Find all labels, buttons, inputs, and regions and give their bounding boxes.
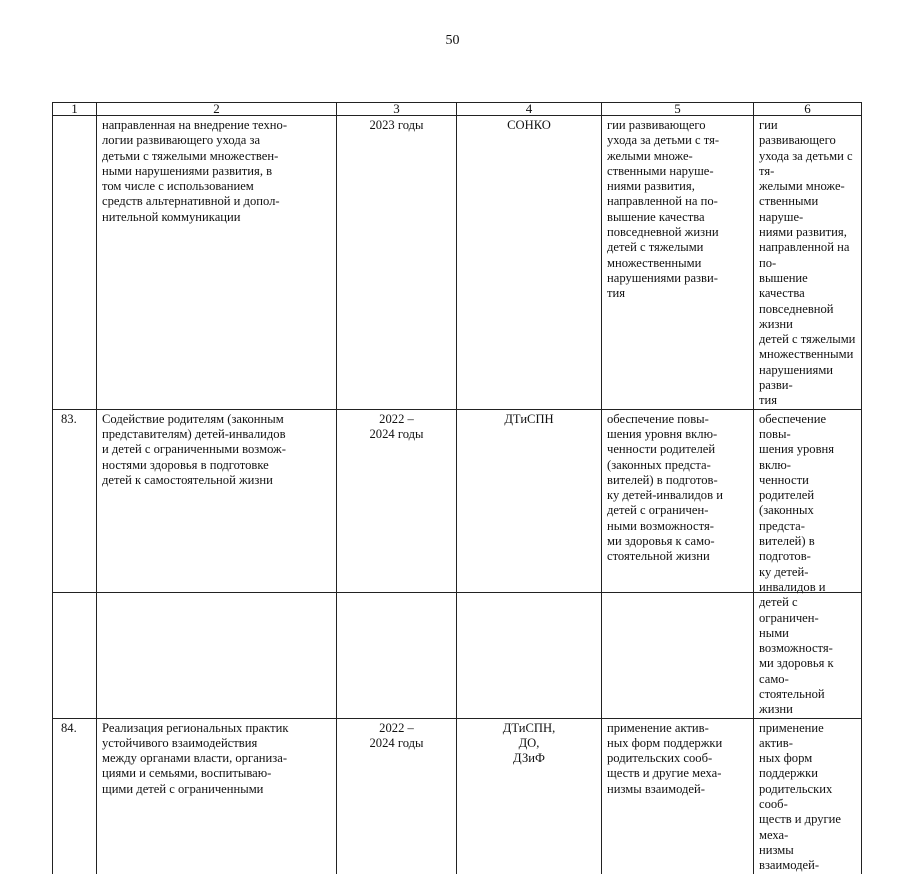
period-cell: 2022 – 2024 годы <box>337 409 457 718</box>
table-bottom-segments <box>52 592 861 593</box>
result-cell-5: гии развивающего ухода за детьми с тя- желыми множе- ственными наруше- ниями развития, направленной на по- вышение качества повседневной жизни детей с тяжелыми множественными нарушениями разви- тия <box>602 116 754 410</box>
table-header-row <box>53 103 862 116</box>
table-row <box>53 116 862 410</box>
executor-cell: СОНКО <box>457 116 602 410</box>
table-row <box>53 718 862 873</box>
column-header-5: 5 <box>602 103 754 116</box>
table-row <box>53 409 862 718</box>
result-cell-5: применение актив- ных форм поддержки родительских сооб- ществ и другие меха- низмы взаимодей- <box>602 718 754 873</box>
executor-cell: ДТиСПН, ДО, ДЗиФ <box>457 718 602 873</box>
result-cell-6: применение актив- ных форм поддержки родительских сооб- ществ и другие меха- низмы взаимодей- <box>754 718 862 873</box>
column-header-1: 1 <box>53 103 97 116</box>
period-cell: 2023 годы <box>337 116 457 410</box>
activity-cell: Реализация региональных практик устойчивого взаимодействия между органами власти, организа- циями и семьями, воспитываю- щими детей с ограниченными <box>97 718 337 873</box>
executor-cell: ДТиСПН <box>457 409 602 718</box>
result-cell-6: обеспечение повы- шения уровня вклю- ченности родителей (законных предста- вителей) в подготов- ку детей-инвалидов и детей с ограничен- ными возможностя- ми здоровья к само- стоятельной жизни <box>754 409 862 718</box>
activity-cell: Содействие родителям (законным представителям) детей-инвалидов и детей с ограниченными возмож- ностями здоровья в подготовке детей к самостоятельной жизни <box>97 409 337 718</box>
result-cell-5: обеспечение повы- шения уровня вклю- ченности родителей (законных предста- вителей) в подготов- ку детей-инвалидов и детей с ограничен- ными возможностя- ми здоровья к само- стоятельной жизни <box>602 409 754 718</box>
column-header-4: 4 <box>457 103 602 116</box>
page-number: 50 <box>445 33 460 48</box>
activity-cell: направленная на внедрение техно- логии развивающего ухода за детьми с тяжелыми множествен- ными нарушениями развития, в том числе с использованием средств альтернативной и допол- нительной коммуникации <box>97 116 337 410</box>
column-header-3: 3 <box>337 103 457 116</box>
period-cell: 2022 – 2024 годы <box>337 718 457 873</box>
row-number-cell: 83. <box>53 409 97 718</box>
column-header-6: 6 <box>754 103 862 116</box>
column-header-2: 2 <box>97 103 337 116</box>
result-cell-6: гии развивающего ухода за детьми с тя- желыми множе- ственными наруше- ниями развития, направленной на по- вышение качества повседневной жизни детей с тяжелыми множественными нарушениями разви- тия <box>754 116 862 410</box>
row-number-cell: 84. <box>53 718 97 873</box>
row-number-cell <box>53 116 97 410</box>
measures-table <box>52 102 862 874</box>
